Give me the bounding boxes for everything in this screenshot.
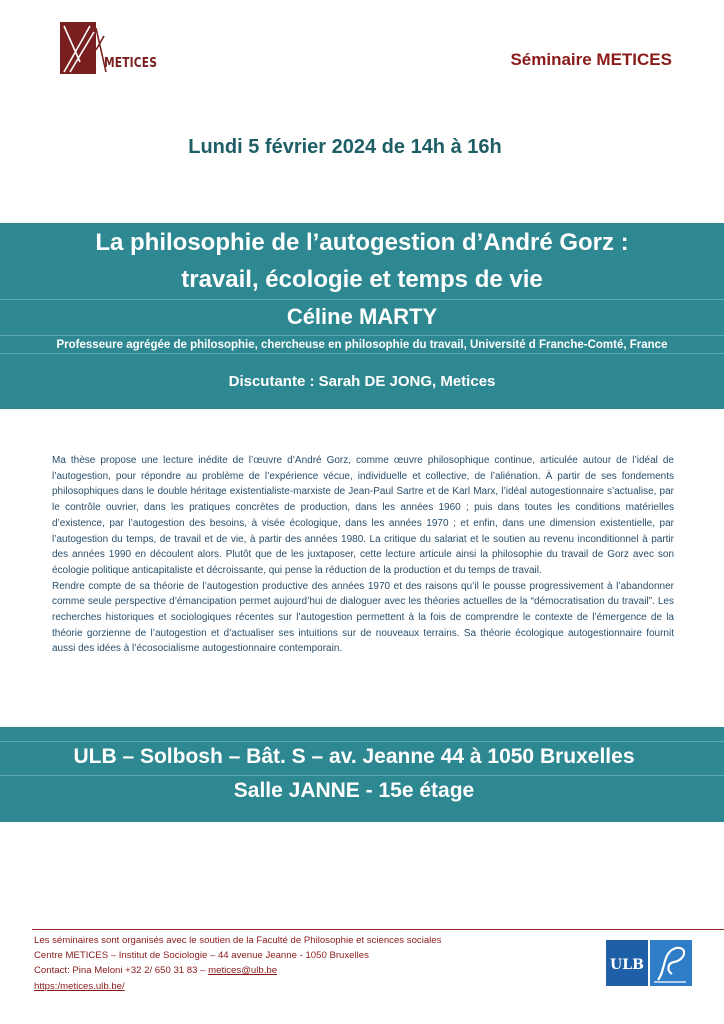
discussant: Discutante : Sarah DE JONG, Metices <box>228 373 496 390</box>
logo-text: METICES <box>104 56 158 71</box>
ulb-logo-text: ULB <box>610 957 644 973</box>
location-room: Salle JANNE - 15e étage <box>233 779 475 802</box>
speaker-name: Céline MARTY <box>286 304 438 329</box>
footer <box>34 933 441 994</box>
abstract-paragraph-2: Rendre compte de sa théorie de l’autogestion productive des années 1970 et des raisons qu’il le pousse progressivement à l’abandonner comme seule perspective d’émancipation permet aujourd’hui de dialoguer avec les théories actuelles de la “démocratisation du travail”. Les recherches historiques et sociologiques récentes sur l’autogestion permettent à la fois de comprendre le contexte de l’émergence de la théorie gorzienne de l’autogestion et d’actualiser ses intuitions sur de nouveaux terrains. Sa théorie écologique autogestionnaire fournit aussi des idées à l’écosocialisme autogestionnaire contemporain. <box>52 580 674 655</box>
footer-contact: Contact: Pina Meloni +32 2/ 650 31 83 – metices@ulb.be <box>34 965 278 977</box>
talk-title-line2: travail, écologie et temps de vie <box>181 266 543 293</box>
location-banner <box>0 727 724 822</box>
location-address: ULB – Solbosh – Bât. S – av. Jeanne 44 à 1050 Bruxelles <box>73 745 635 768</box>
footer-divider <box>32 929 724 930</box>
footer-sponsor: Les séminaires sont organisés avec le soutien de la Faculté de Philosophie et sciences sociales <box>34 935 442 946</box>
abstract <box>52 453 674 657</box>
footer-address: Centre METICES – Institut de Sociologie – 44 avenue Jeanne - 1050 Bruxelles <box>34 950 369 962</box>
talk-title-line1: La philosophie de l’autogestion d’André Gorz : <box>95 229 629 256</box>
website-link[interactable]: https:/metices.ulb.be/ <box>34 980 125 992</box>
seminar-title: Séminaire METICES <box>510 50 672 69</box>
abstract-paragraph-1: Ma thèse propose une lecture inédite de l’œuvre d’André Gorz, comme œuvre philosophique continue, articulée autour de l’idéal de l’autogestion, pour répondre au problème de l’expérience vécue, individuelle et collective, de l’aliénation. À partir de ses fondements philosophiques dans le double héritage existentialiste-marxiste de Jean-Paul Sartre et de Karl Marx, l’idéal autogestionnaire s’actualise, par le contrôle ouvrier, dans les pratiques concrètes de production, dans les années 1960 ; puis dans toutes les conditions matérielles d’existence, par l’autogestion des besoins, à visée écologique, dans les années 1970 ; et enfin, dans une dimension existentielle, par l’autogestion du temps, de travail et de vie, à partir des années 1980. La critique du salariat et le soutien au revenu inconditionnel à partir des années 1990 en découlent alors. Plutôt que de les juxtaposer, cette lecture articule ainsi la philosophie du travail de Gorz avec son écologie politique anticapitaliste et décroissante, qui pense la réduction de la production et du temps de travail. <box>52 455 674 576</box>
speaker-affiliation: Professeure agrégée de philosophie, chercheuse en philosophie du travail, Université d Franche-Comté, France <box>56 339 668 351</box>
email-link[interactable]: metices@ulb.be <box>208 965 278 977</box>
ulb-logo-icon <box>606 940 692 986</box>
event-date: Lundi 5 février 2024 de 14h à 16h <box>188 136 502 158</box>
